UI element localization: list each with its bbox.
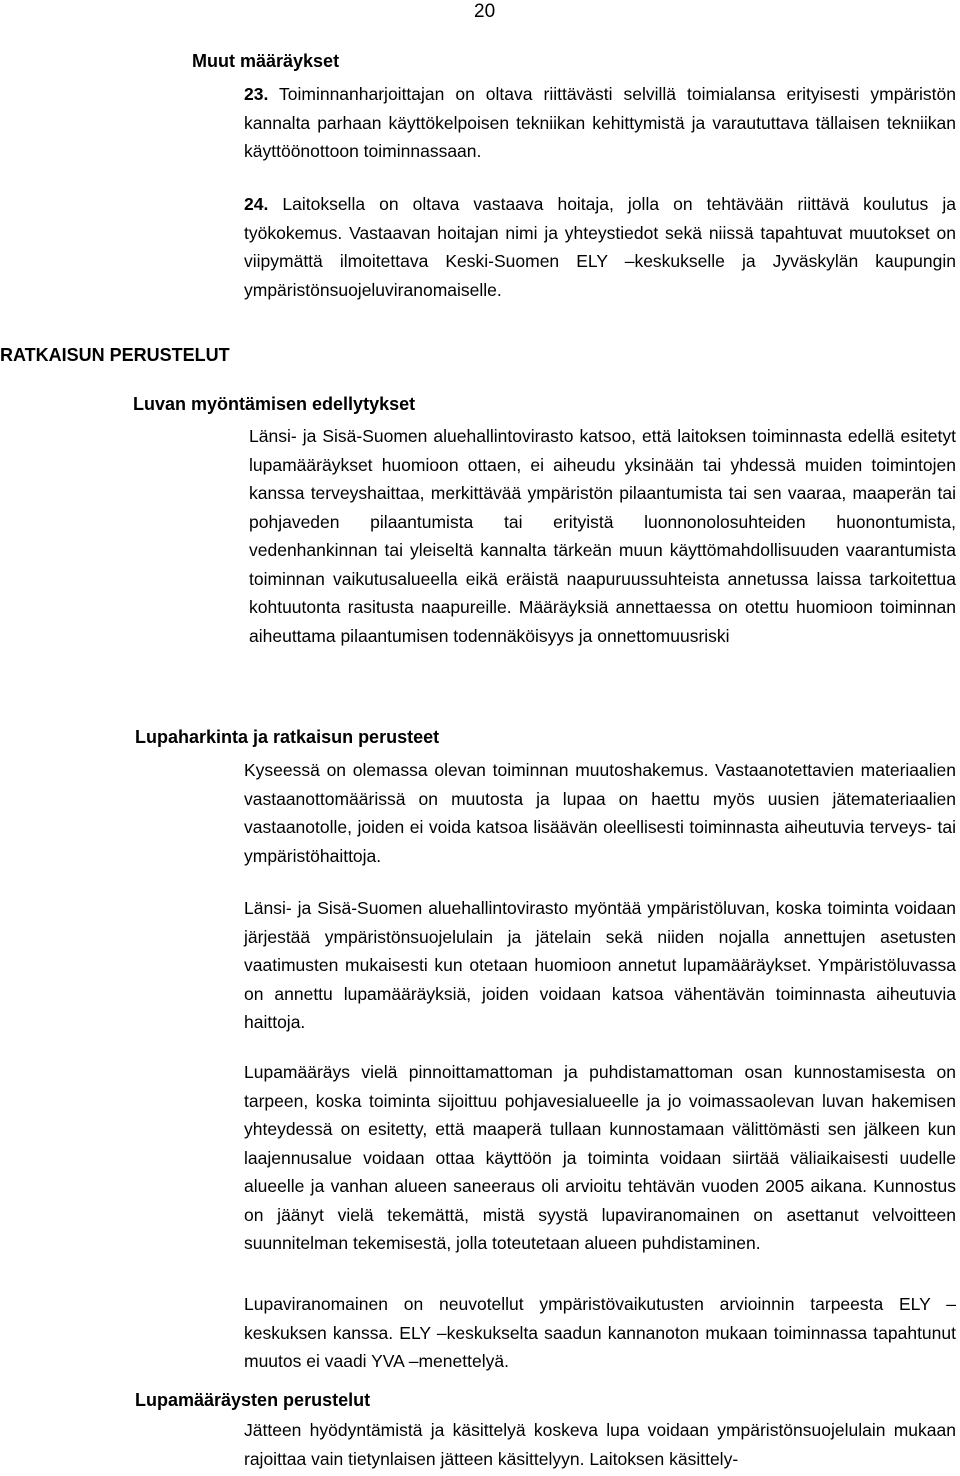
paragraph-lupaharkinta-1: Kyseessä on olemassa olevan toiminnan muutoshakemus. Vastaanotettavien materiaalien vastaanottomäärissä on muutosta ja lupaa on haettu myös uusien jätemateriaalien vastaanotolle, joiden ei voida katsoa lisäävän oleellisesti toiminnasta aiheutuvia terveys- tai ympäristöhaittoja. (244, 760, 956, 866)
heading-lupamaaraysten-perustelut: Lupamääräysten perustelut (135, 1390, 371, 1410)
paragraph-lupaharkinta-3: Lupamääräys vielä pinnoittamattoman ja puhdistamattoman osan kunnostamisesta on tarpeen, koska toiminta sijoittuu pohjavesialueelle ja jo voimassaolevan luvan hakemisen yhteydessä on esitetty, että maaperä tullaan kunnostamaan välittömästi sen jälkeen kun laajennusalue voidaan ottaa käyttöön ja toiminta voidaan siirtää väliaikaisesti uudelle alueelle ja vanhan alueen saneeraus oli arvioitu tehtävän vuoden 2005 aikana. Kunnostus on jäänyt vielä tekemättä, mistä syystä lupaviranomainen on asettanut velvoitteen suunnitelman tekemisestä, jolla toteutetaan alueen puhdistaminen. (244, 1062, 956, 1253)
paragraph-lupaharkinta-2: Länsi- ja Sisä-Suomen aluehallintovirasto myöntää ympäristöluvan, koska toiminta voidaan järjestää ympäristönsuojelulain ja jätelain sekä niiden nojalla annettujen asetusten vaatimusten mukaisesti kun otetaan huomioon annetut lupamääräykset. Ympäristöluvassa on annettu lupamääräyksiä, joiden voidaan katsoa vähentävän toiminnasta aiheutuvia haittoja. (244, 898, 956, 1032)
heading-muut-maaraykset: Muut määräykset (192, 51, 340, 71)
page-number: 20 (474, 1, 496, 22)
heading-luvan-myontamisen-edellytykset: Luvan myöntämisen edellytykset (133, 394, 416, 414)
item-23-text: Toiminnanharjoittajan on oltava riittävästi selvillä toimialansa erityisesti ympäristön kannalta parhaan käyttökelpoisen tekniikan kehittymistä ja varaututtava tällaisen tekniikan käyttöönottoon toiminnassaan. (244, 84, 957, 161)
paragraph-item-23 (244, 80, 956, 166)
item-23-number: 23. (244, 84, 269, 104)
heading-lupaharkinta: Lupaharkinta ja ratkaisun perusteet (135, 727, 440, 747)
paragraph-item-24 (244, 190, 956, 304)
paragraph-lupamaaraysten-perustelut: Jätteen hyödyntämistä ja käsittelyä koskeva lupa voidaan ympäristönsuojelulain mukaan rajoittaa vain tietynlaisen jätteen käsittelyyn. Laitoksen käsittely- (244, 1420, 956, 1469)
item-24-text: Laitoksella on oltava vastaava hoitaja, jolla on tehtävään riittävä koulutus ja työkokemus. Vastaavan hoitajan nimi ja yhteystiedot sekä niissä tapahtuvat muutokset on viipymättä ilmoitettava Keski-Suomen ELY –keskukselle ja Jyväskylän kaupungin ympäristönsuojeluviranomaiselle. (244, 194, 956, 300)
paragraph-lupaharkinta-4: Lupaviranomainen on neuvotellut ympäristövaikutusten arvioinnin tarpeesta ELY –keskuksen kanssa. ELY –keskukselta saadun kannanoton mukaan toiminnassa tapahtunut muutos ei vaadi YVA –menettelyä. (244, 1294, 956, 1371)
item-24-number: 24. (244, 194, 269, 214)
paragraph-luvan-edellytykset: Länsi- ja Sisä-Suomen aluehallintovirasto katsoo, että laitoksen toiminnasta edellä esitetyt lupamääräykset huomioon ottaen, ei aiheudu yksinään tai yhdessä muiden toimintojen kanssa terveyshaittaa, merkittävää ympäristön pilaantumista tai sen vaaraa, maaperän tai pohjaveden pilaantumista tai erityistä luonnonolosuhteiden huonontumista, vedenhankinnan tai yleiseltä kannalta tärkeän muun käyttömahdollisuuden vaarantumista toiminnan vaikutusalueella eikä eräistä naapuruussuhteista annetussa laissa tarkoitettua kohtuutonta rasitusta naapureille. Määräyksiä annettaessa on otettu huomioon toiminnan aiheuttama pilaantumisen todennäköisyys ja onnettomuusriski (249, 426, 956, 646)
heading-ratkaisun-perustelut: RATKAISUN PERUSTELUT (0, 345, 230, 365)
